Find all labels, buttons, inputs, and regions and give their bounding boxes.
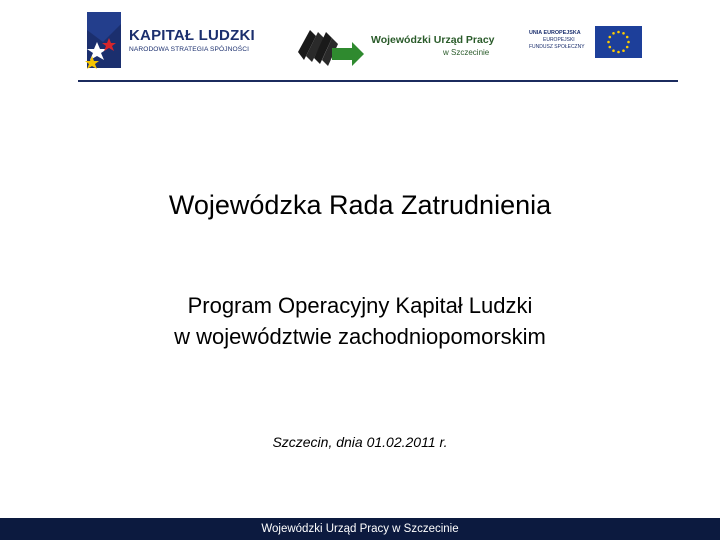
wup-emblem-icon (296, 22, 366, 68)
slide-subtitle (0, 290, 720, 352)
wup-logo (296, 22, 501, 68)
eu-fund-label: FUNDUSZ SPOŁECZNY (529, 43, 585, 50)
slide-title: Wojewódzka Rada Zatrudnienia (168, 190, 552, 220)
wup-name: Wojewódzki Urząd Pracy (371, 34, 495, 46)
kapital-ludzki-emblem-icon (83, 12, 123, 72)
eu-logo (517, 20, 647, 64)
eu-flag-icon (595, 26, 642, 58)
kapital-ludzki-logo (83, 12, 268, 74)
eu-text (529, 30, 599, 50)
footer-bar (0, 518, 720, 540)
kapital-ludzki-title: KAPITAŁ LUDZKI (129, 27, 255, 44)
header-divider (78, 80, 678, 82)
eu-european-label: EUROPEJSKI (543, 37, 575, 43)
footer-text: Wojewódzki Urząd Pracy w Szczecinie (261, 523, 459, 535)
subtitle-line-1: Program Operacyjny Kapitał Ludzki (187, 293, 533, 318)
subtitle-line-2: w województwie zachodniopomorskim (174, 324, 546, 349)
kapital-ludzki-subtitle: NARODOWA STRATEGIA SPÓJNOŚCI (129, 46, 250, 53)
eu-union-label: UNIA EUROPEJSKA (529, 30, 581, 36)
wup-city: w Szczecinie (443, 48, 490, 57)
place-and-date: Szczecin, dnia 01.02.2011 r. (272, 434, 448, 450)
